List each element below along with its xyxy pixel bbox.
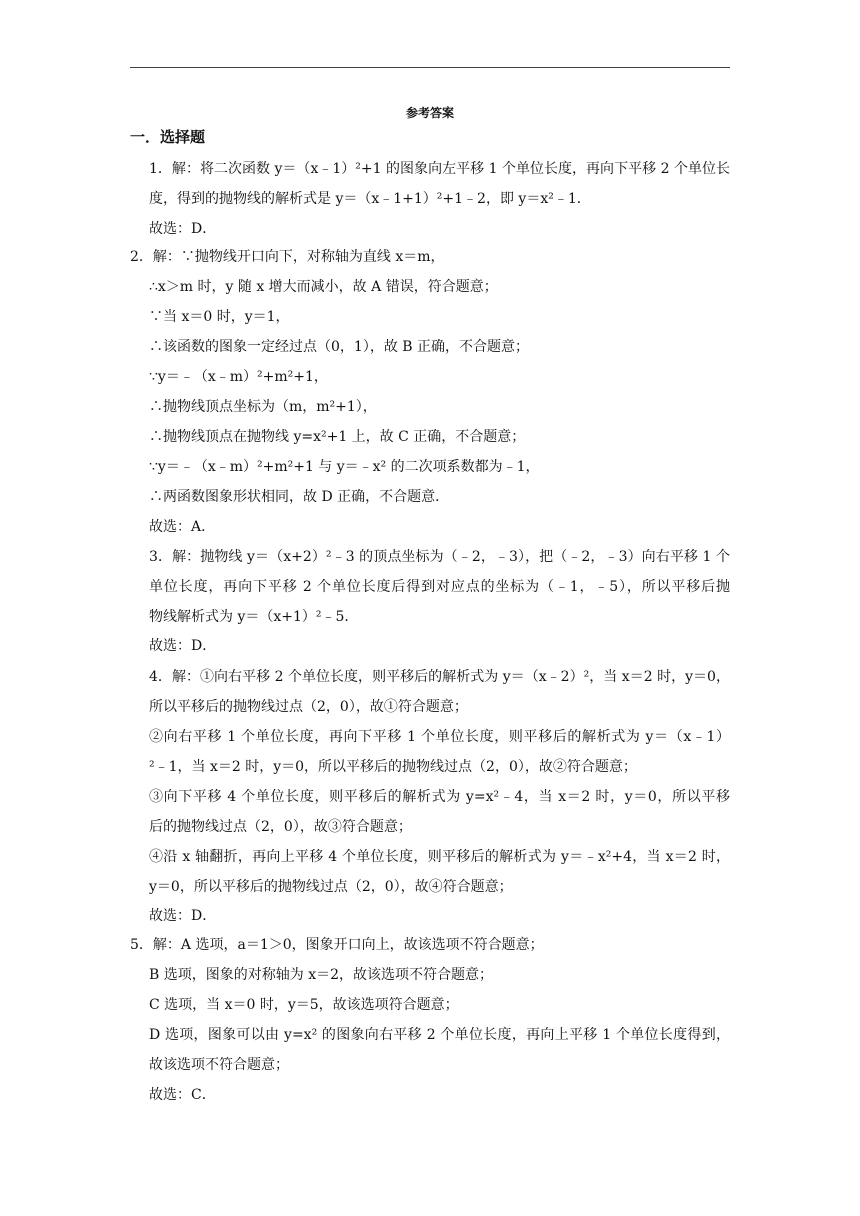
answer-line: 故选：C． [149,1087,216,1103]
answer-line: 故该选项不符合题意； [149,1057,289,1073]
answer-line: 度，得到的抛物线的解析式是 y＝（x﹣1+1）²+1﹣2，即 y＝x²﹣1． [149,191,591,207]
answer-line: y＝0，所以平移后的抛物线过点（2，0），故④符合题意； [149,879,513,895]
answer-line: ∴抛物线顶点坐标为（m，m²+1）， [149,399,377,415]
answer-line: D 选项，图象可以由 y=x² 的图象向右平移 2 个单位长度，再向上平移 1 个单位长度得到， [149,1027,730,1043]
answer-line: 故选：A． [149,519,216,535]
answer-line: ∵当 x＝0 时，y＝1， [149,309,290,325]
section-heading: 一．选择题 [130,128,206,146]
answer-line: 所以平移后的抛物线过点（2，0），故①符合题意； [149,699,468,715]
answer-line: 1．解：将二次函数 y＝（x﹣1）²+1 的图象向左平移 1 个单位长度，再向下平移 2 个单位长 [149,161,730,177]
answer-line: C 选项，当 x＝0 时，y＝5，故该选项符合题意； [149,997,459,1013]
answer-line: 单位长度，再向下平移 2 个单位长度后得到对应点的坐标为（﹣1，﹣5），所以平移后抛 [149,579,730,595]
answer-line: 后的抛物线过点（2，0），故③符合题意； [149,819,412,835]
header-rule [130,67,730,68]
answer-line: ∴该函数的图象一定经过点（0，1），故 B 正确，不合题意； [149,339,530,355]
page-title: 参考答案 [405,106,454,120]
answer-line: ④沿 x 轴翻折，再向上平移 4 个单位长度，则平移后的解析式为 y＝﹣x²+4，当 x＝2 时， [149,849,730,865]
answer-line: ∴x＞m 时，y 随 x 增大而减小，故 A 错误，符合题意； [149,279,498,295]
answer-line: ∵y＝﹣（x﹣m）²+m²+1， [149,369,328,385]
answer-line: 故选：D． [149,638,217,654]
answer-line: 物线解析式为 y＝（x+1）²﹣5． [149,609,359,625]
answer-line: ∴两函数图象形状相同，故 D 正确，不合题意． [149,489,450,505]
answer-line: 3．解：抛物线 y＝（x+2）²﹣3 的顶点坐标为（﹣2，﹣3），把（﹣2，﹣3）向右平移 1 个 [149,549,730,565]
answer-line: ∴抛物线顶点在抛物线 y=x²+1 上，故 C 正确，不合题意； [149,429,526,445]
answer-line: ∵y＝﹣（x﹣m）²+m²+1 与 y＝﹣x² 的二次项系数都为﹣1， [149,459,540,475]
answer-line: B 选项，图象的对称轴为 x＝2，故该选项不符合题意； [149,967,493,983]
answer-line: 4．解：①向右平移 2 个单位长度，则平移后的解析式为 y＝（x﹣2）²，当 x＝2 时，y＝0， [149,669,730,685]
answer-line: ²﹣1，当 x＝2 时，y＝0，所以平移后的抛物线过点（2，0），故②符合题意； [149,759,637,775]
answer-line: ②向右平移 1 个单位长度，再向下平移 1 个单位长度，则平移后的解析式为 y＝（x﹣1） [149,729,730,745]
answer-line: 2．解：∵抛物线开口向下，对称轴为直线 x＝m， [130,249,445,265]
answer-line: 故选：D． [149,221,217,237]
answer-line: 5．解：A 选项，a＝1＞0，图象开口向上，故该选项不符合题意； [130,937,544,953]
answer-line: 故选：D． [149,908,217,924]
answer-line: ③向下平移 4 个单位长度，则平移后的解析式为 y=x²﹣4，当 x＝2 时，y＝0，所以平移 [149,789,730,805]
